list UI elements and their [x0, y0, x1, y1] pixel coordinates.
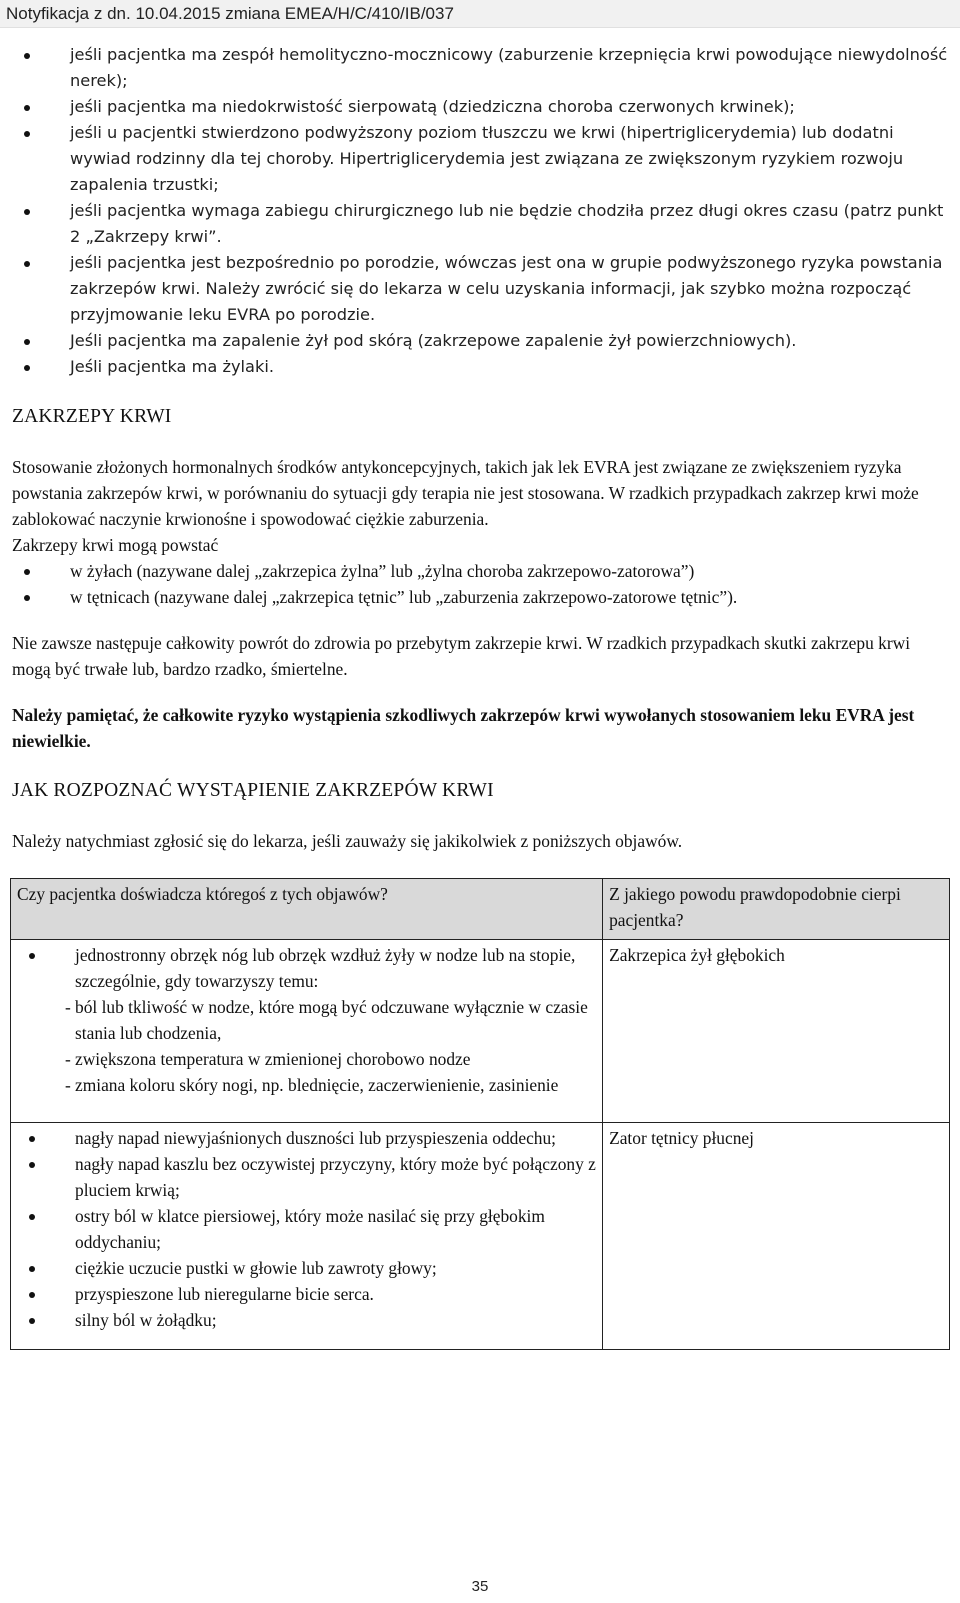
risk-note: Należy pamiętać, że całkowite ryzyko wystąpienia szkodliwych zakrzepów krwi wywołanych stosowaniem leku EVRA jest niewielkie. — [12, 705, 915, 751]
symptoms-table — [10, 878, 950, 1350]
clot-type-item: w żyłach (nazywane dalej „zakrzepica żylna” lub „żylna choroba zakrzepowo-zatorowa”) — [12, 558, 950, 584]
symptom-item: ciężkie uczucie pustki w głowie lub zawroty głowy; — [17, 1255, 596, 1281]
symptom-sub-item: - zmiana koloru skóry nogi, np. blednięcie, zaczerwienienie, zasinienie — [17, 1072, 596, 1098]
symptoms-cell — [11, 940, 603, 1123]
risk-item: jeśli pacjentka ma niedokrwistość sierpowatą (dziedziczna choroba czerwonych krwinek); — [12, 94, 950, 120]
symptom-item: nagły napad kaszlu bez oczywistej przyczyny, który może być połączony z pluciem krwią; — [17, 1151, 596, 1203]
table-header-row — [11, 879, 950, 940]
risk-item: jeśli u pacjentki stwierdzono podwyższony poziom tłuszczu we krwi (hipertriglicerydemia) lub dodatni wywiad rodzinny dla tej choroby. Hipertriglicerydemia jest związana ze zwiększonym ryzykiem rozwoju zapalenia trzustki; — [12, 120, 950, 198]
cause-cell: Zakrzepica żył głębokich — [603, 940, 950, 1123]
page-number: 35 — [471, 1578, 489, 1595]
symptom-item: ostry ból w klatce piersiowej, który może nasilać się przy głębokim oddychaniu; — [17, 1203, 596, 1255]
symptom-list — [17, 1125, 596, 1333]
document-header: Notyfikacja z dn. 10.04.2015 zmiana EMEA/H/C/410/IB/037 — [0, 0, 960, 28]
risk-item: jeśli pacjentka ma zespół hemolityczno-mocznicowy (zaburzenie krzepnięcia krwi powodujące niewydolność nerek); — [12, 42, 950, 94]
symptom-item: jednostronny obrzęk nóg lub obrzęk wzdłuż żyły w nodze lub na stopie, szczególnie, gdy towarzyszy temu: — [17, 942, 596, 994]
table-header-cause: Z jakiego powodu prawdopodobnie cierpi pacjentka? — [603, 879, 950, 940]
symptom-list — [17, 942, 596, 994]
symptom-item: nagły napad niewyjaśnionych duszności lub przyspieszenia oddechu; — [17, 1125, 596, 1151]
symptom-item: silny ból w żołądku; — [17, 1307, 596, 1333]
symptom-sub-item: - ból lub tkliwość w nodze, które mogą być odczuwane wyłącznie w czasie stania lub chodzenia, — [17, 994, 596, 1046]
table-row — [11, 940, 950, 1123]
clots-intro: Stosowanie złożonych hormonalnych środków antykoncepcyjnych, takich jak lek EVRA jest związane ze zwiększeniem ryzyka powstania zakrzepów krwi, w porównaniu do sytuacji gdy terapia nie jest stosowana. W rzadkich przypadkach zakrzep krwi może zablokować naczynie krwionośne i spowodować ciężkie zaburzenia. — [12, 457, 919, 529]
document-body — [12, 42, 950, 1350]
symptoms-cell — [11, 1123, 603, 1350]
clots-lead: Zakrzepy krwi mogą powstać — [12, 535, 219, 555]
recovery-paragraph: Nie zawsze następuje całkowity powrót do zdrowia po przebytym zakrzepie krwi. W rzadkich przypadkach skutki zakrzepu krwi mogą być trwałe lub, bardzo rzadko, śmiertelne. — [12, 633, 911, 679]
risk-item: Jeśli pacjentka ma żylaki. — [12, 354, 950, 380]
risk-item: jeśli pacjentka jest bezpośrednio po porodzie, wówczas jest ona w grupie podwyższonego ryzyka powstania zakrzepów krwi. Należy zwrócić się do lekarza w celu uzyskania informacji, jak szybko można rozpocząć przyjmowanie leku EVRA po porodzie. — [12, 250, 950, 328]
risk-item: jeśli pacjentka wymaga zabiegu chirurgicznego lub nie będzie chodziła przez długi okres czasu (patrz punkt 2 „Zakrzepy krwi”. — [12, 198, 950, 250]
recognize-intro: Należy natychmiast zgłosić się do lekarza, jeśli zauważy się jakikolwiek z poniższych objawów. — [12, 831, 683, 851]
symptom-sub-item: - zwiększona temperatura w zmienionej chorobowo nodze — [17, 1046, 596, 1072]
cause-cell: Zator tętnicy płucnej — [603, 1123, 950, 1350]
symptom-sub-list — [17, 994, 596, 1098]
symptom-item: przyspieszone lub nieregularne bicie serca. — [17, 1281, 596, 1307]
table-row — [11, 1123, 950, 1350]
section-heading-recognize: JAK ROZPOZNAĆ WYSTĄPIENIE ZAKRZEPÓW KRWI — [12, 780, 494, 801]
table-header-symptoms: Czy pacjentka doświadcza któregoś z tych objawów? — [11, 879, 603, 940]
clot-types-list — [12, 558, 950, 610]
section-heading-clots: ZAKRZEPY KRWI — [12, 406, 172, 427]
risk-list — [12, 42, 950, 380]
clot-type-item: w tętnicach (nazywane dalej „zakrzepica tętnic” lub „zaburzenia zakrzepowo-zatorowe tętnic”). — [12, 584, 950, 610]
risk-item: Jeśli pacjentka ma zapalenie żył pod skórą (zakrzepowe zapalenie żył powierzchniowych). — [12, 328, 950, 354]
